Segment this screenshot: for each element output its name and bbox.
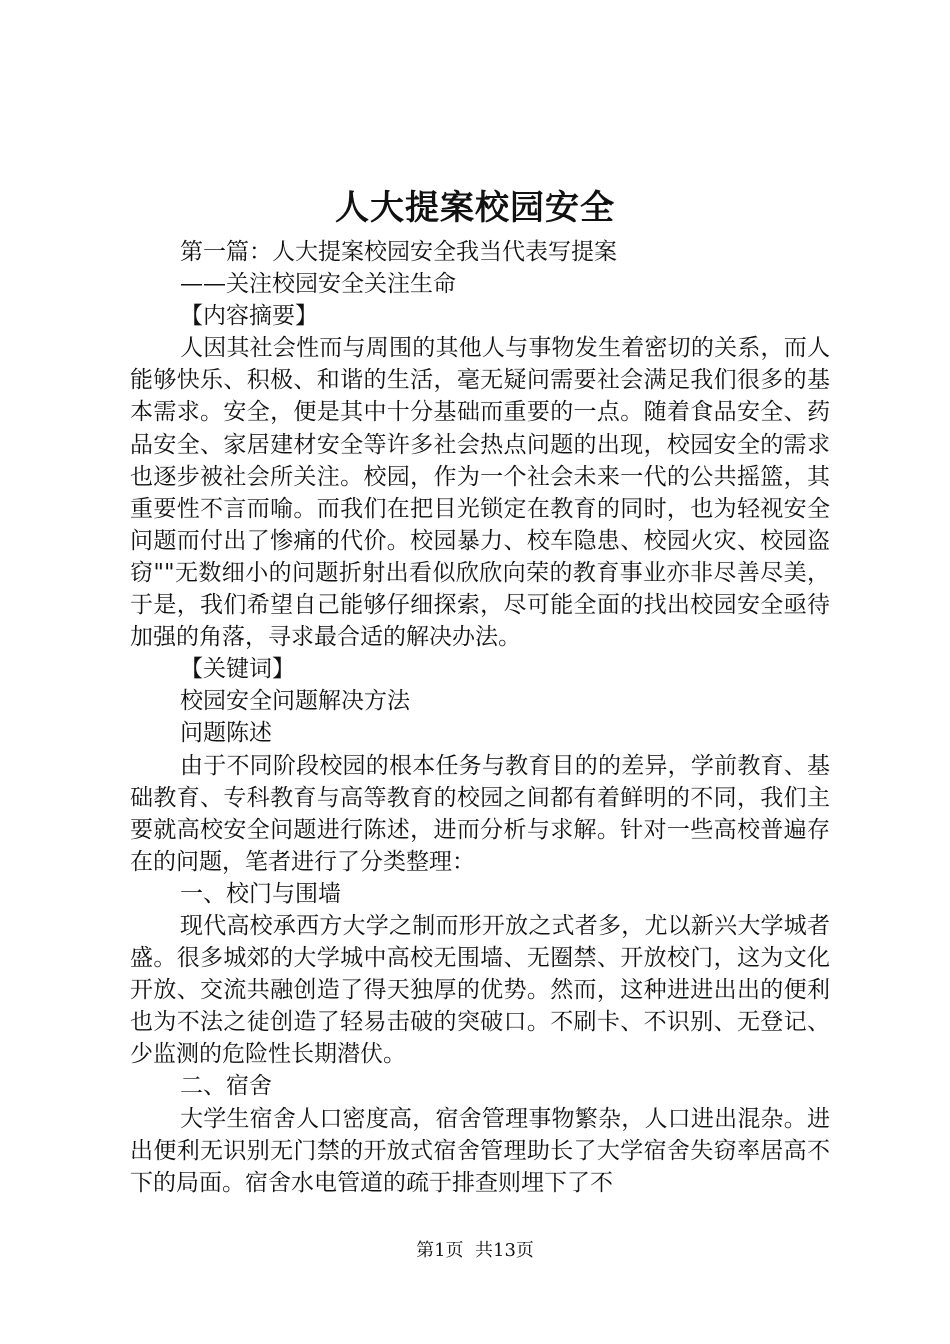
keywords-text: 校园安全问题解决方法 <box>180 688 410 715</box>
page-total: 共13页 <box>475 1240 534 1261</box>
problem-paragraph: 由于不同阶段校园的根本任务与教育目的的差异，学前教育、基础教育、专科教育与高等教育的校园之间都有着鲜明的不同，我们主要就高校安全问题进行陈述，进而分析与求解。针对一些高校普遍存在的问题，笔者进行了分类整理： <box>130 752 830 875</box>
page-footer <box>0 1238 950 1264</box>
page-number: 第1页 <box>416 1240 464 1261</box>
document-title: 人大提案校园安全 <box>335 188 615 228</box>
subsection-heading-gate: 一、校门与围墙 <box>180 880 341 907</box>
gate-paragraph: 现代高校承西方大学之制而形开放之式者多，尤以新兴大学城者盛。很多城郊的大学城中高校无围墙、无圈禁、开放校门，这为文化开放、交流共融创造了得天独厚的优势。然而，这种进进出出的便利也为不法之徒创造了轻易击破的突破口。不刷卡、不识别、无登记、少监测的危险性长期潜伏。 <box>130 912 830 1068</box>
subsection-heading-dormitory: 二、宿舍 <box>180 1073 272 1100</box>
abstract-paragraph: 人因其社会性而与周围的其他人与事物发生着密切的关系，而人能够快乐、积极、和谐的生活，毫无疑问需要社会满足我们很多的基本需求。安全，便是其中十分基础而重要的一点。随着食品安全、药品安全、家居建材安全等许多社会热点问题的出现，校园安全的需求也逐步被社会所关注。校园，作为一个社会未来一代的公共摇篮，其重要性不言而喻。而我们在把目光锁定在教育的同时，也为轻视安全问题而付出了惨痛的代价。校园暴力、校车隐患、校园火灾、校园盗窃""无数细小的问题折射出看似欣欣向荣的教育事业亦非尽善尽美，于是，我们希望自己能够仔细探索，尽可能全面的找出校园安全亟待加强的角落，寻求最合适的解决办法。 <box>130 335 830 651</box>
section-heading-problem: 问题陈述 <box>180 720 272 747</box>
document-body <box>130 236 830 1199</box>
chapter-subtitle: ——关注校园安全关注生命 <box>180 271 456 298</box>
chapter-heading: 第一篇：人大提案校园安全我当代表写提案 <box>180 239 617 265</box>
section-heading-keywords: 【关键词】 <box>180 656 295 683</box>
section-heading-abstract: 【内容摘要】 <box>180 303 318 330</box>
dormitory-paragraph: 大学生宿舍人口密度高，宿舍管理事物繁杂，人口进出混杂。进出便利无识别无门禁的开放式宿舍管理助长了大学宿舍失窃率居高不下的局面。宿舍水电管道的疏于排查则埋下了不 <box>130 1105 830 1196</box>
